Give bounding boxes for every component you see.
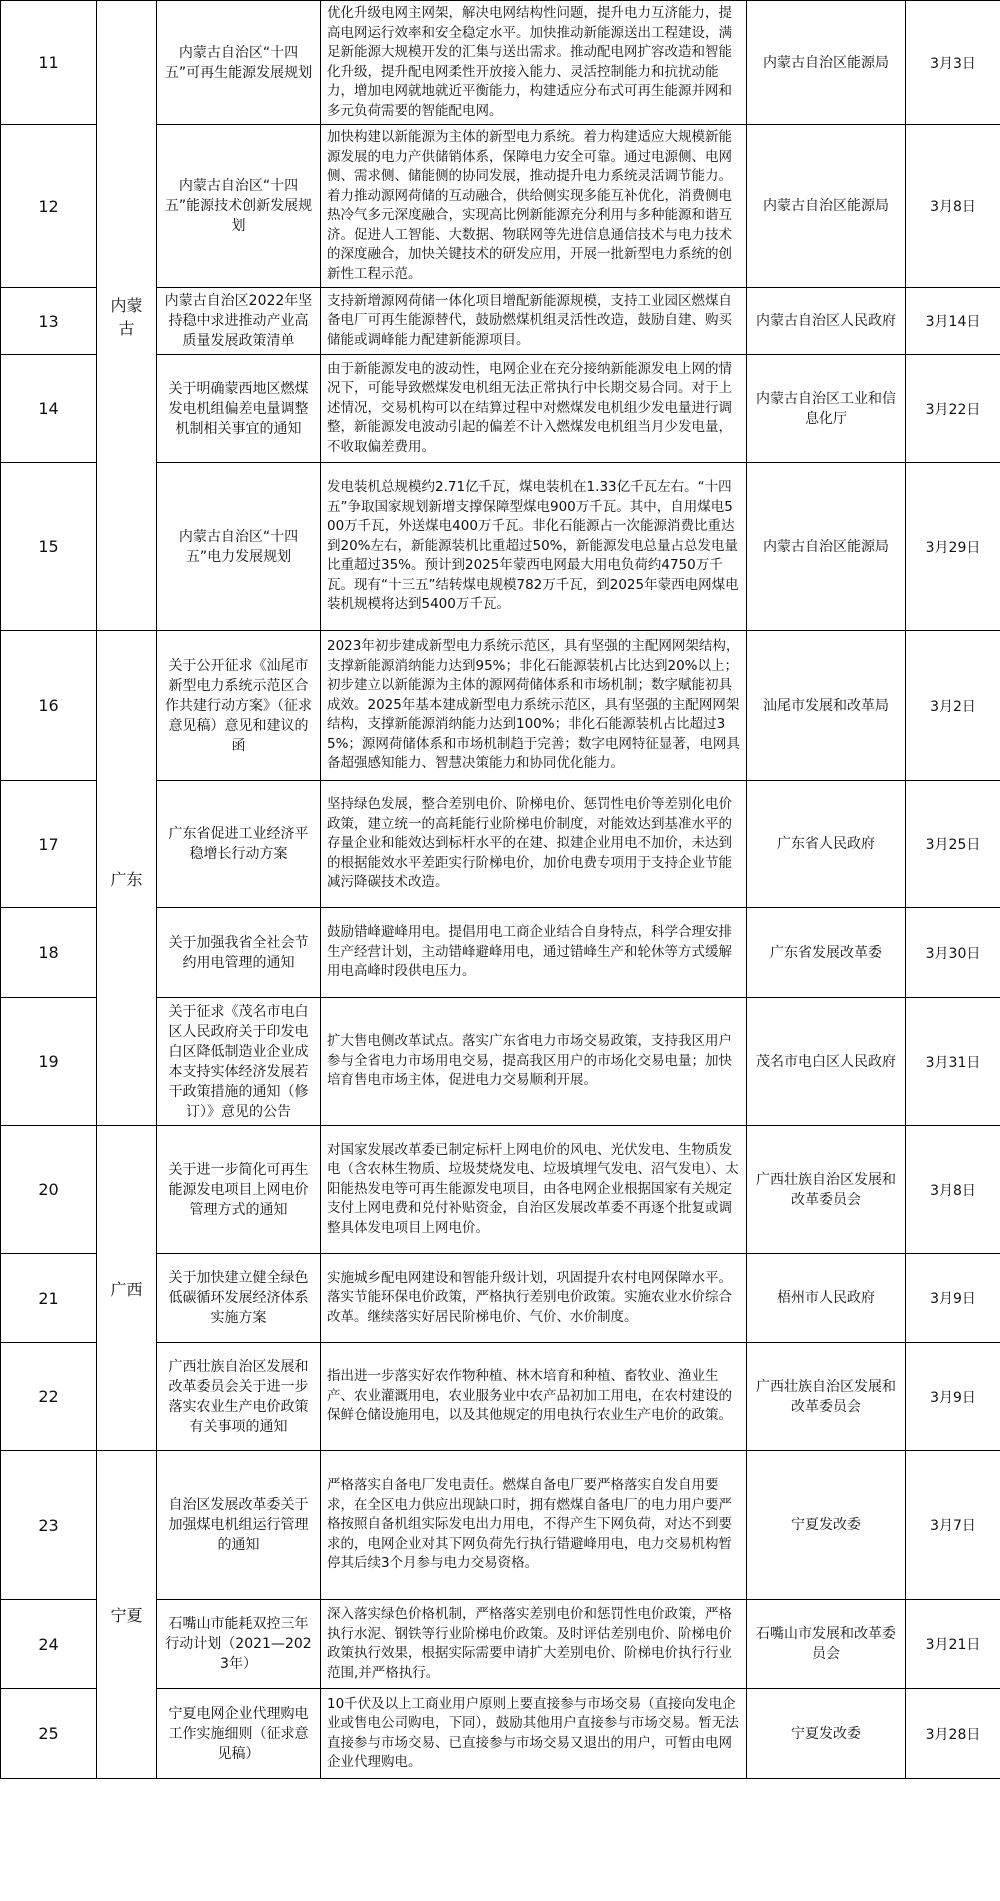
- issuing-agency: 宁夏发改委: [747, 1689, 906, 1779]
- table-row: [1, 631, 1000, 781]
- policy-title: 内蒙古自治区“十四五”能源技术创新发展规划: [157, 125, 321, 288]
- policy-content: 鼓励错峰避峰用电。提倡用电工商企业结合自身特点，科学合理安排生产经营计划，主动错峰避峰用电，通过错峰生产和轮休等方式缓解用电高峰时段供电压力。: [321, 908, 747, 998]
- row-number: 21: [1, 1254, 97, 1343]
- policy-content: 支持新增源网荷储一体化项目增配新能源规模，支持工业园区燃煤自备电厂可再生能源替代，鼓励燃煤机组灵活性改造，鼓励自建、购买储能或调峰能力配建新能源项目。: [321, 288, 747, 355]
- policy-title: 自治区发展改革委关于加强煤电机组运行管理的通知: [157, 1451, 321, 1600]
- policy-title: 关于加强我省全社会节约用电管理的通知: [157, 908, 321, 998]
- policy-content: 扩大售电侧改革试点。落实广东省电力市场交易政策，支持我区用户参与全省电力市场用电交易，提高我区用户的市场化交易电量；加快培育售电市场主体，促进电力交易顺利开展。: [321, 998, 747, 1126]
- region-cell: 宁夏: [97, 1451, 157, 1779]
- policy-title: 广西壮族自治区发展和改革委员会关于进一步落实农业生产电价政策有关事项的通知: [157, 1343, 321, 1451]
- issuing-agency: 宁夏发改委: [747, 1451, 906, 1600]
- policy-content: 加快构建以新能源为主体的新型电力系统。着力构建适应大规模新能源发展的电力产供储销体系，保障电力安全可靠。通过电源侧、电网侧、需求侧、储能侧的协同发展，推动提升电力系统灵活调节能力。着力推动源网荷储的互动融合，供给侧实现多能互补优化，消费侧电热冷气多元深度融合，实现高比例新能源充分利用与多种能源和谐互济。促进人工智能、大数据、物联网等先进信息通信技术与电力技术的深度融合，加快关键技术的研发应用，开展一批新型电力系统的创新性工程示范。: [321, 125, 747, 288]
- issue-date: 3月9日: [906, 1343, 1000, 1451]
- policy-content: 由于新能源发电的波动性，电网企业在充分接纳新能源发电上网的情况下，可能导致燃煤发电机组无法正常执行中长期交易合同。对于上述情况，交易机构可以在结算过程中对燃煤发电机组少发电量进行调整，新能源发电波动引起的偏差不计入燃煤发电机组当月少发电量，不收取偏差费用。: [321, 355, 747, 463]
- policy-title: 广东省促进工业经济平稳增长行动方案: [157, 781, 321, 908]
- row-number: 23: [1, 1451, 97, 1600]
- row-number: 11: [1, 1, 97, 125]
- issuing-agency: 内蒙古自治区工业和信息化厅: [747, 355, 906, 463]
- policy-title: 关于加快建立健全绿色低碳循环发展经济体系实施方案: [157, 1254, 321, 1343]
- row-number: 20: [1, 1126, 97, 1254]
- policy-content: 实施城乡配电网建设和智能升级计划，巩固提升农村电网保障水平。落实节能环保电价政策，严格执行差别电价政策。实施农业水价综合改革。继续落实好居民阶梯电价、气价、水价制度。: [321, 1254, 747, 1343]
- row-number: 22: [1, 1343, 97, 1451]
- issuing-agency: 内蒙古自治区能源局: [747, 125, 906, 288]
- row-number: 14: [1, 355, 97, 463]
- policy-content: 坚持绿色发展，整合差别电价、阶梯电价、惩罚性电价等差别化电价政策，建立统一的高耗能行业阶梯电价制度，对能效达到基准水平的存量企业和能效达到标杆水平的在建、拟建企业用电不加价，未达到的根据能效水平差距实行阶梯电价，加价电费专项用于支持企业节能减污降碳技术改造。: [321, 781, 747, 908]
- issue-date: 3月25日: [906, 781, 1000, 908]
- row-number: 13: [1, 288, 97, 355]
- policy-content: 指出进一步落实好农作物种植、林木培育和种植、畜牧业、渔业生产、农业灌溉用电，农业服务业中农产品初加工用电，在农村建设的保鲜仓储设施用电，以及其他规定的用电执行农业生产电价的政策。: [321, 1343, 747, 1451]
- region-cell: 广西: [97, 1126, 157, 1451]
- issue-date: 3月28日: [906, 1689, 1000, 1779]
- issue-date: 3月7日: [906, 1451, 1000, 1600]
- issuing-agency: 内蒙古自治区能源局: [747, 1, 906, 125]
- issue-date: 3月8日: [906, 1126, 1000, 1254]
- policy-content: 深入落实绿色价格机制，严格落实差别电价和惩罚性电价政策，严格执行水泥、钢铁等行业阶梯电价政策。及时评估差别电价、阶梯电价政策执行效果，根据实际需要申请扩大差别电价、阶梯电价执行行业范围,并严格执行。: [321, 1600, 747, 1689]
- row-number: 19: [1, 998, 97, 1126]
- issue-date: 3月31日: [906, 998, 1000, 1126]
- table-row: [1, 1, 1000, 125]
- row-number: 24: [1, 1600, 97, 1689]
- row-number: 15: [1, 463, 97, 631]
- policy-title: 关于征求《茂名市电白区人民政府关于印发电白区降低制造业企业成本支持实体经济发展若干政策措施的通知（修订）》意见的公告: [157, 998, 321, 1126]
- policy-title: 内蒙古自治区“十四五”可再生能源发展规划: [157, 1, 321, 125]
- row-number: 25: [1, 1689, 97, 1779]
- issuing-agency: 茂名市电白区人民政府: [747, 998, 906, 1126]
- issuing-agency: 广西壮族自治区发展和改革委员会: [747, 1126, 906, 1254]
- row-number: 12: [1, 125, 97, 288]
- policy-content: 发电装机总规模约2.71亿千瓦，煤电装机在1.33亿千瓦左右。“十四五”争取国家规划新增支撑保障型煤电900万千瓦。其中，自用煤电500万千瓦，外送煤电400万千瓦。非化石能源占一次能源消费比重达到20%左右，新能源装机比重超过50%，新能源发电总量占总发电量比重超过35%。预计到2025年蒙西电网最大用电负荷约4750万千瓦。现有“十三五”结转煤电规模782万千瓦，到2025年蒙西电网煤电装机规模将达到5400万千瓦。: [321, 463, 747, 631]
- policy-content: 严格落实自备电厂发电责任。燃煤自备电厂要严格落实自发自用要求，在全区电力供应出现缺口时，拥有燃煤自备电厂的电力用户要严格按照自备机组实际发电出力用电，不得产生下网负荷，对达不到要求的，电网企业对其下网负荷先行执行错避峰用电，电力交易机构暂停其后续3个月参与电力交易资格。: [321, 1451, 747, 1600]
- policy-title: 关于明确蒙西地区燃煤发电机组偏差电量调整机制相关事宜的通知: [157, 355, 321, 463]
- issue-date: 3月21日: [906, 1600, 1000, 1689]
- issuing-agency: 梧州市人民政府: [747, 1254, 906, 1343]
- issue-date: 3月3日: [906, 1, 1000, 125]
- issuing-agency: 汕尾市发展和改革局: [747, 631, 906, 781]
- policy-content: 2023年初步建成新型电力系统示范区，具有坚强的主配网网架结构，支撑新能源消纳能力达到95%；非化石能源装机占比达到20%以上；初步建立以新能源为主体的源网荷储体系和市场机制；数字赋能初具成效。2025年基本建成新型电力系统示范区，具有坚强的主配网网架结构，支撑新能源消纳能力达到100%；非化石能源装机占比超过35%；源网荷储体系和市场机制趋于完善；数字电网特征显著，电网具备超强感知能力、智慧决策能力和协同优化能力。: [321, 631, 747, 781]
- policy-content: 对国家发展改革委已制定标杆上网电价的风电、光伏发电、生物质发电（含农林生物质、垃圾焚烧发电、垃圾填埋气发电、沼气发电）、太阳能热发电等可再生能源发电项目，由各电网企业根据国家有关规定支付上网电费和兑付补贴资金，自治区发展改革委不再逐个批复或调整具体发电项目上网电价。: [321, 1126, 747, 1254]
- policy-title: 石嘴山市能耗双控三年行动计划（2021—2023年）: [157, 1600, 321, 1689]
- issue-date: 3月8日: [906, 125, 1000, 288]
- issuing-agency: 广西壮族自治区发展和改革委员会: [747, 1343, 906, 1451]
- policy-title: 关于进一步简化可再生能源发电项目上网电价管理方式的通知: [157, 1126, 321, 1254]
- row-number: 17: [1, 781, 97, 908]
- issuing-agency: 石嘴山市发展和改革委员会: [747, 1600, 906, 1689]
- issue-date: 3月29日: [906, 463, 1000, 631]
- issuing-agency: 内蒙古自治区能源局: [747, 463, 906, 631]
- policy-content: 优化升级电网主网架，解决电网结构性问题，提升电力互济能力，提高电网运行效率和安全稳定水平。加快推动新能源送出工程建设，满足新能源大规模开发的汇集与送出需求。推动配电网扩容改造和智能化升级，提升配电网柔性开放接入能力、灵活控制能力和抗扰动能力，增加电网就地就近平衡能力，构建适应分布式可再生能源并网和多元负荷需要的智能配电网。: [321, 1, 747, 125]
- row-number: 16: [1, 631, 97, 781]
- issuing-agency: 广东省发展改革委: [747, 908, 906, 998]
- issue-date: 3月2日: [906, 631, 1000, 781]
- policy-title: 内蒙古自治区2022年坚持稳中求进推动产业高质量发展政策清单: [157, 288, 321, 355]
- policy-title: 关于公开征求《汕尾市新型电力系统示范区合作共建行动方案》（征求意见稿）意见和建议的函: [157, 631, 321, 781]
- issue-date: 3月22日: [906, 355, 1000, 463]
- issuing-agency: 广东省人民政府: [747, 781, 906, 908]
- issue-date: 3月9日: [906, 1254, 1000, 1343]
- policy-title: 宁夏电网企业代理购电工作实施细则（征求意见稿）: [157, 1689, 321, 1779]
- table-row: [1, 1451, 1000, 1600]
- region-cell: 内蒙古: [97, 1, 157, 631]
- region-cell: 广东: [97, 631, 157, 1126]
- table-row: [1, 1126, 1000, 1254]
- issuing-agency: 内蒙古自治区人民政府: [747, 288, 906, 355]
- policy-title: 内蒙古自治区“十四五”电力发展规划: [157, 463, 321, 631]
- row-number: 18: [1, 908, 97, 998]
- policy-content: 10千伏及以上工商业用户原则上要直接参与市场交易（直接向发电企业或售电公司购电，下同），鼓励其他用户直接参与市场交易。暂无法直接参与市场交易、已直接参与市场交易又退出的用户，可暂由电网企业代理购电。: [321, 1689, 747, 1779]
- issue-date: 3月14日: [906, 288, 1000, 355]
- issue-date: 3月30日: [906, 908, 1000, 998]
